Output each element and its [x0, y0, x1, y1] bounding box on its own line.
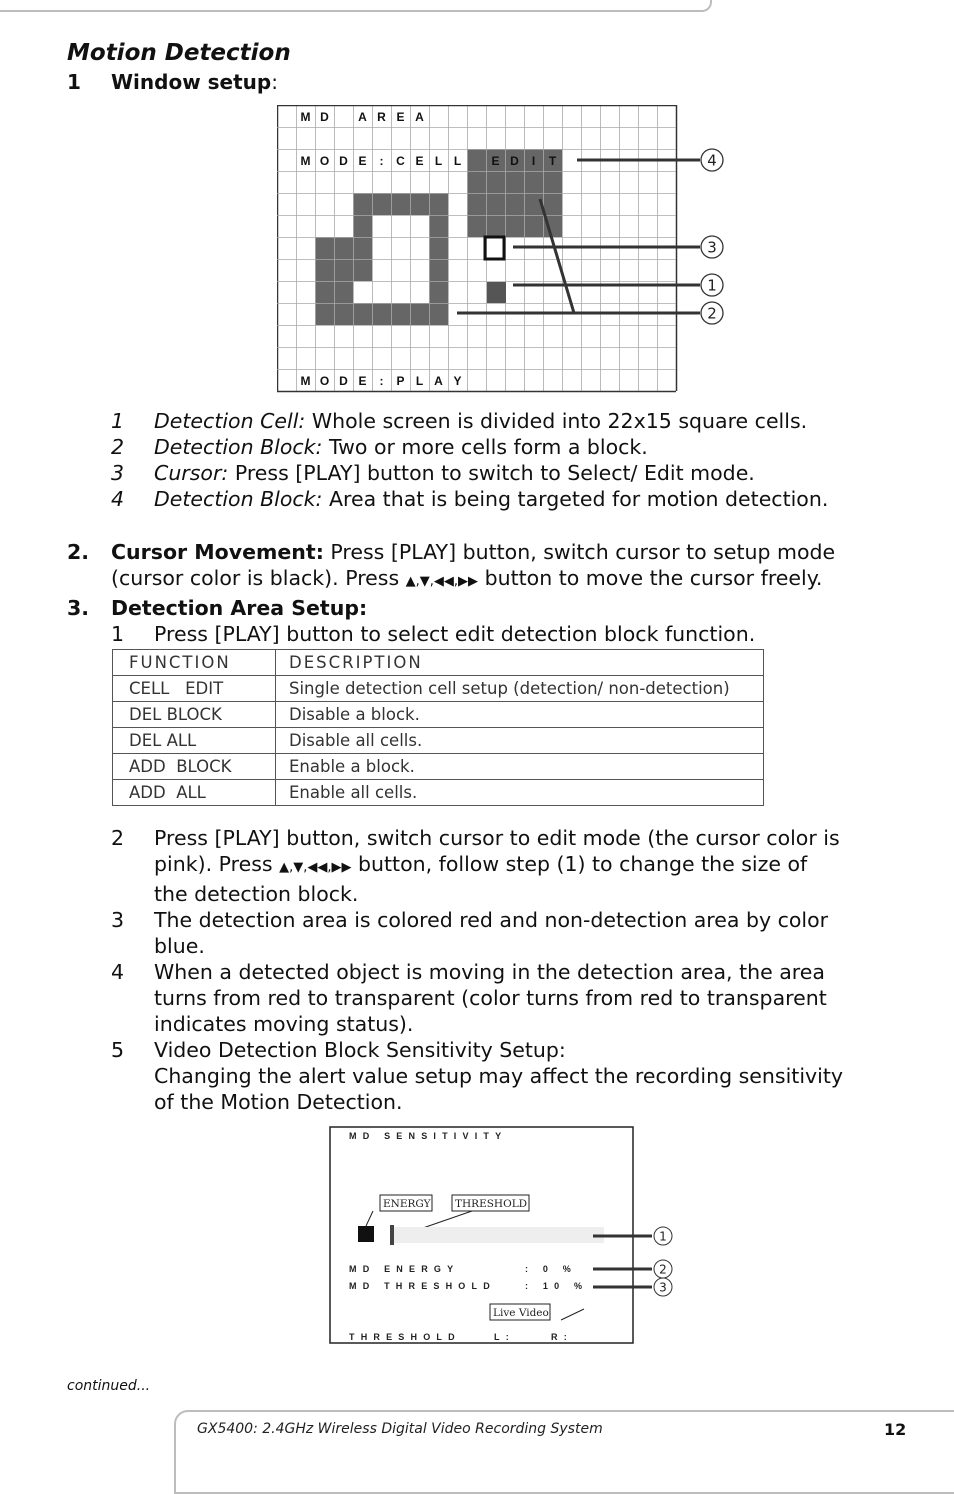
detection-cell [467, 193, 486, 215]
substep-item: 2 Press [PLAY] button, switch cursor to edit mode (the cursor color is pink). Press ▲,▼,◀◀,▶▶ button, follow step (1) to change the size of the detection block. [111, 826, 840, 906]
left-channel-label: L: [494, 1332, 515, 1342]
grid-char: E [396, 110, 405, 124]
detection-cell [429, 215, 448, 237]
detection-cell [372, 303, 391, 325]
grid-char: O [319, 154, 330, 168]
grid-char: I [531, 154, 536, 168]
grid-char: T [548, 154, 557, 168]
table-header: FUNCTION [113, 650, 276, 676]
grid-char: D [320, 110, 329, 124]
grid-char: D [510, 154, 519, 168]
detection-cell [315, 259, 334, 281]
continued-note: continued... [67, 1378, 151, 1394]
grid-char: : [379, 154, 384, 168]
md-energy-label: MD ENERGY [349, 1264, 460, 1274]
substep-item: 3 The detection area is colored red and non-detection area by color blue. [111, 908, 829, 958]
md-threshold-label: MD THRESHOLD [349, 1281, 496, 1291]
grid-char: : [379, 374, 384, 388]
svg-text:1: 1 [659, 1229, 667, 1244]
detection-cell [353, 303, 372, 325]
arrow-keys-icon: ▲,▼,◀◀,▶▶ [279, 860, 352, 875]
detection-cell [353, 193, 372, 215]
detection-cell [353, 215, 372, 237]
grid-char: M [300, 154, 311, 168]
grid-char: A [415, 110, 424, 124]
grid-char: L [453, 154, 462, 168]
cell-marker [487, 282, 506, 303]
sensitivity-bar-track [391, 1227, 604, 1243]
section-label: Window setup [111, 70, 272, 94]
svg-text:3: 3 [659, 1280, 667, 1295]
sensitivity-figure [329, 1126, 689, 1348]
grid-char: E [358, 154, 367, 168]
detection-cell [505, 193, 524, 215]
grid-char: Y [453, 374, 462, 388]
grid-char: A [434, 374, 443, 388]
substeps-list [111, 825, 911, 1115]
detection-cell [429, 303, 448, 325]
detection-cell [467, 215, 486, 237]
definition-item: 4 Detection Block: Area that is being targeted for motion detection. [111, 487, 829, 511]
grid-char: O [319, 374, 330, 388]
grid-char: M [300, 374, 311, 388]
detection-cell [315, 281, 334, 303]
detection-cell [486, 171, 505, 193]
grid-char: L [415, 374, 424, 388]
right-channel-label: R: [551, 1332, 573, 1342]
detection-cell [410, 193, 429, 215]
detection-cell [486, 215, 505, 237]
detection-cell [429, 193, 448, 215]
page-number: 12 [884, 1420, 907, 1439]
top-frame [0, 0, 712, 12]
detection-cell [372, 193, 391, 215]
table-header-row [113, 650, 764, 676]
arrow-keys-icon: ▲,▼,◀◀,▶▶ [405, 574, 479, 589]
energy-tag: ENERGY [383, 1198, 431, 1210]
threshold-tag: THRESHOLD [455, 1198, 528, 1210]
callout-1-label: 1 [707, 276, 717, 295]
definitions-list [111, 408, 911, 512]
detection-cell [353, 237, 372, 259]
detection-cell [315, 237, 334, 259]
detection-cell [391, 193, 410, 215]
definition-item: 1 Detection Cell: Whole screen is divided into 22x15 square cells. [111, 409, 808, 433]
detection-cell [353, 259, 372, 281]
substep-item: 5 Video Detection Block Sensitivity Setup: Changing the alert value setup may affect the recording sensitivity of the Motion Detection. [111, 1038, 844, 1114]
grid-char: D [339, 374, 348, 388]
table-row: ADD ALL Enable all cells. [113, 780, 764, 806]
substep-item: 4 When a detected object is moving in the detection area, the area turns from red to transparent (color turns from red to transparent indicates moving status). [111, 960, 827, 1036]
live-video-tag: Live Video [493, 1307, 549, 1319]
grid-char: L [434, 154, 443, 168]
detection-cell [467, 149, 486, 171]
page-title: Motion Detection [67, 40, 291, 66]
detection-cell [524, 215, 543, 237]
detection-cell [410, 303, 429, 325]
detection-cell [429, 259, 448, 281]
definition-item: 3 Cursor: Press [PLAY] button to switch to Select/ Edit mode. [111, 461, 755, 485]
footer-title: GX5400: 2.4GHz Wireless Digital Video Recording System [197, 1421, 603, 1437]
callout-4-label: 4 [707, 151, 717, 170]
grid-char: C [396, 154, 405, 168]
table-row: DEL ALL Disable all cells. [113, 728, 764, 754]
detection-cell [334, 281, 353, 303]
callout-3-label: 3 [707, 238, 717, 257]
grid-cells [315, 149, 562, 325]
threshold-marker [390, 1225, 394, 1245]
motion-grid-figure [277, 105, 737, 397]
table-row: CELL EDIT Single detection cell setup (detection/ non-detection) [113, 676, 764, 702]
section-number: 1 [67, 70, 81, 94]
detection-cell [543, 193, 562, 215]
table-row: DEL BLOCK Disable a block. [113, 702, 764, 728]
grid-char: D [339, 154, 348, 168]
detection-cell [429, 281, 448, 303]
detection-cell [391, 303, 410, 325]
step-cursor-movement: 2. Cursor Movement: Press [PLAY] button, switch cursor to setup mode (cursor color is black). Press ▲,▼,◀◀,▶▶ button to move the cursor freely. 3. Detection Area Setup: 1 Press [PLAY] button to select edit detection block function. [67, 540, 836, 646]
svg-text:2: 2 [659, 1262, 667, 1277]
detection-cell [505, 171, 524, 193]
detection-cell [505, 215, 524, 237]
detection-cell [334, 303, 353, 325]
detection-cell [524, 171, 543, 193]
function-table [112, 649, 764, 806]
grid-char: P [396, 374, 405, 388]
table-header: DESCRIPTION [276, 650, 764, 676]
detection-cell [543, 171, 562, 193]
detection-cell [334, 259, 353, 281]
grid-char: R [377, 110, 386, 124]
md-energy-value: : 0 % [525, 1264, 578, 1274]
energy-indicator [358, 1226, 374, 1242]
grid-char: A [358, 110, 367, 124]
detection-cell [315, 303, 334, 325]
md-threshold-value: : 10 % [525, 1281, 589, 1291]
definition-item: 2 Detection Block: Two or more cells form a block. [111, 435, 648, 459]
section-heading: 1 Window setup: [67, 70, 278, 94]
grid-char: E [415, 154, 424, 168]
grid-char: M [300, 110, 311, 124]
sensitivity-title: MD SENSITIVITY [349, 1131, 508, 1141]
detection-cell [486, 193, 505, 215]
detection-cell [429, 237, 448, 259]
callout-2-label: 2 [707, 304, 717, 323]
threshold-bottom-label: THRESHOLD [349, 1332, 461, 1342]
cursor-box [485, 237, 504, 259]
detection-cell [334, 237, 353, 259]
table-row: ADD BLOCK Enable a block. [113, 754, 764, 780]
grid-char: E [491, 154, 500, 168]
grid-char: E [358, 374, 367, 388]
detection-cell [467, 171, 486, 193]
